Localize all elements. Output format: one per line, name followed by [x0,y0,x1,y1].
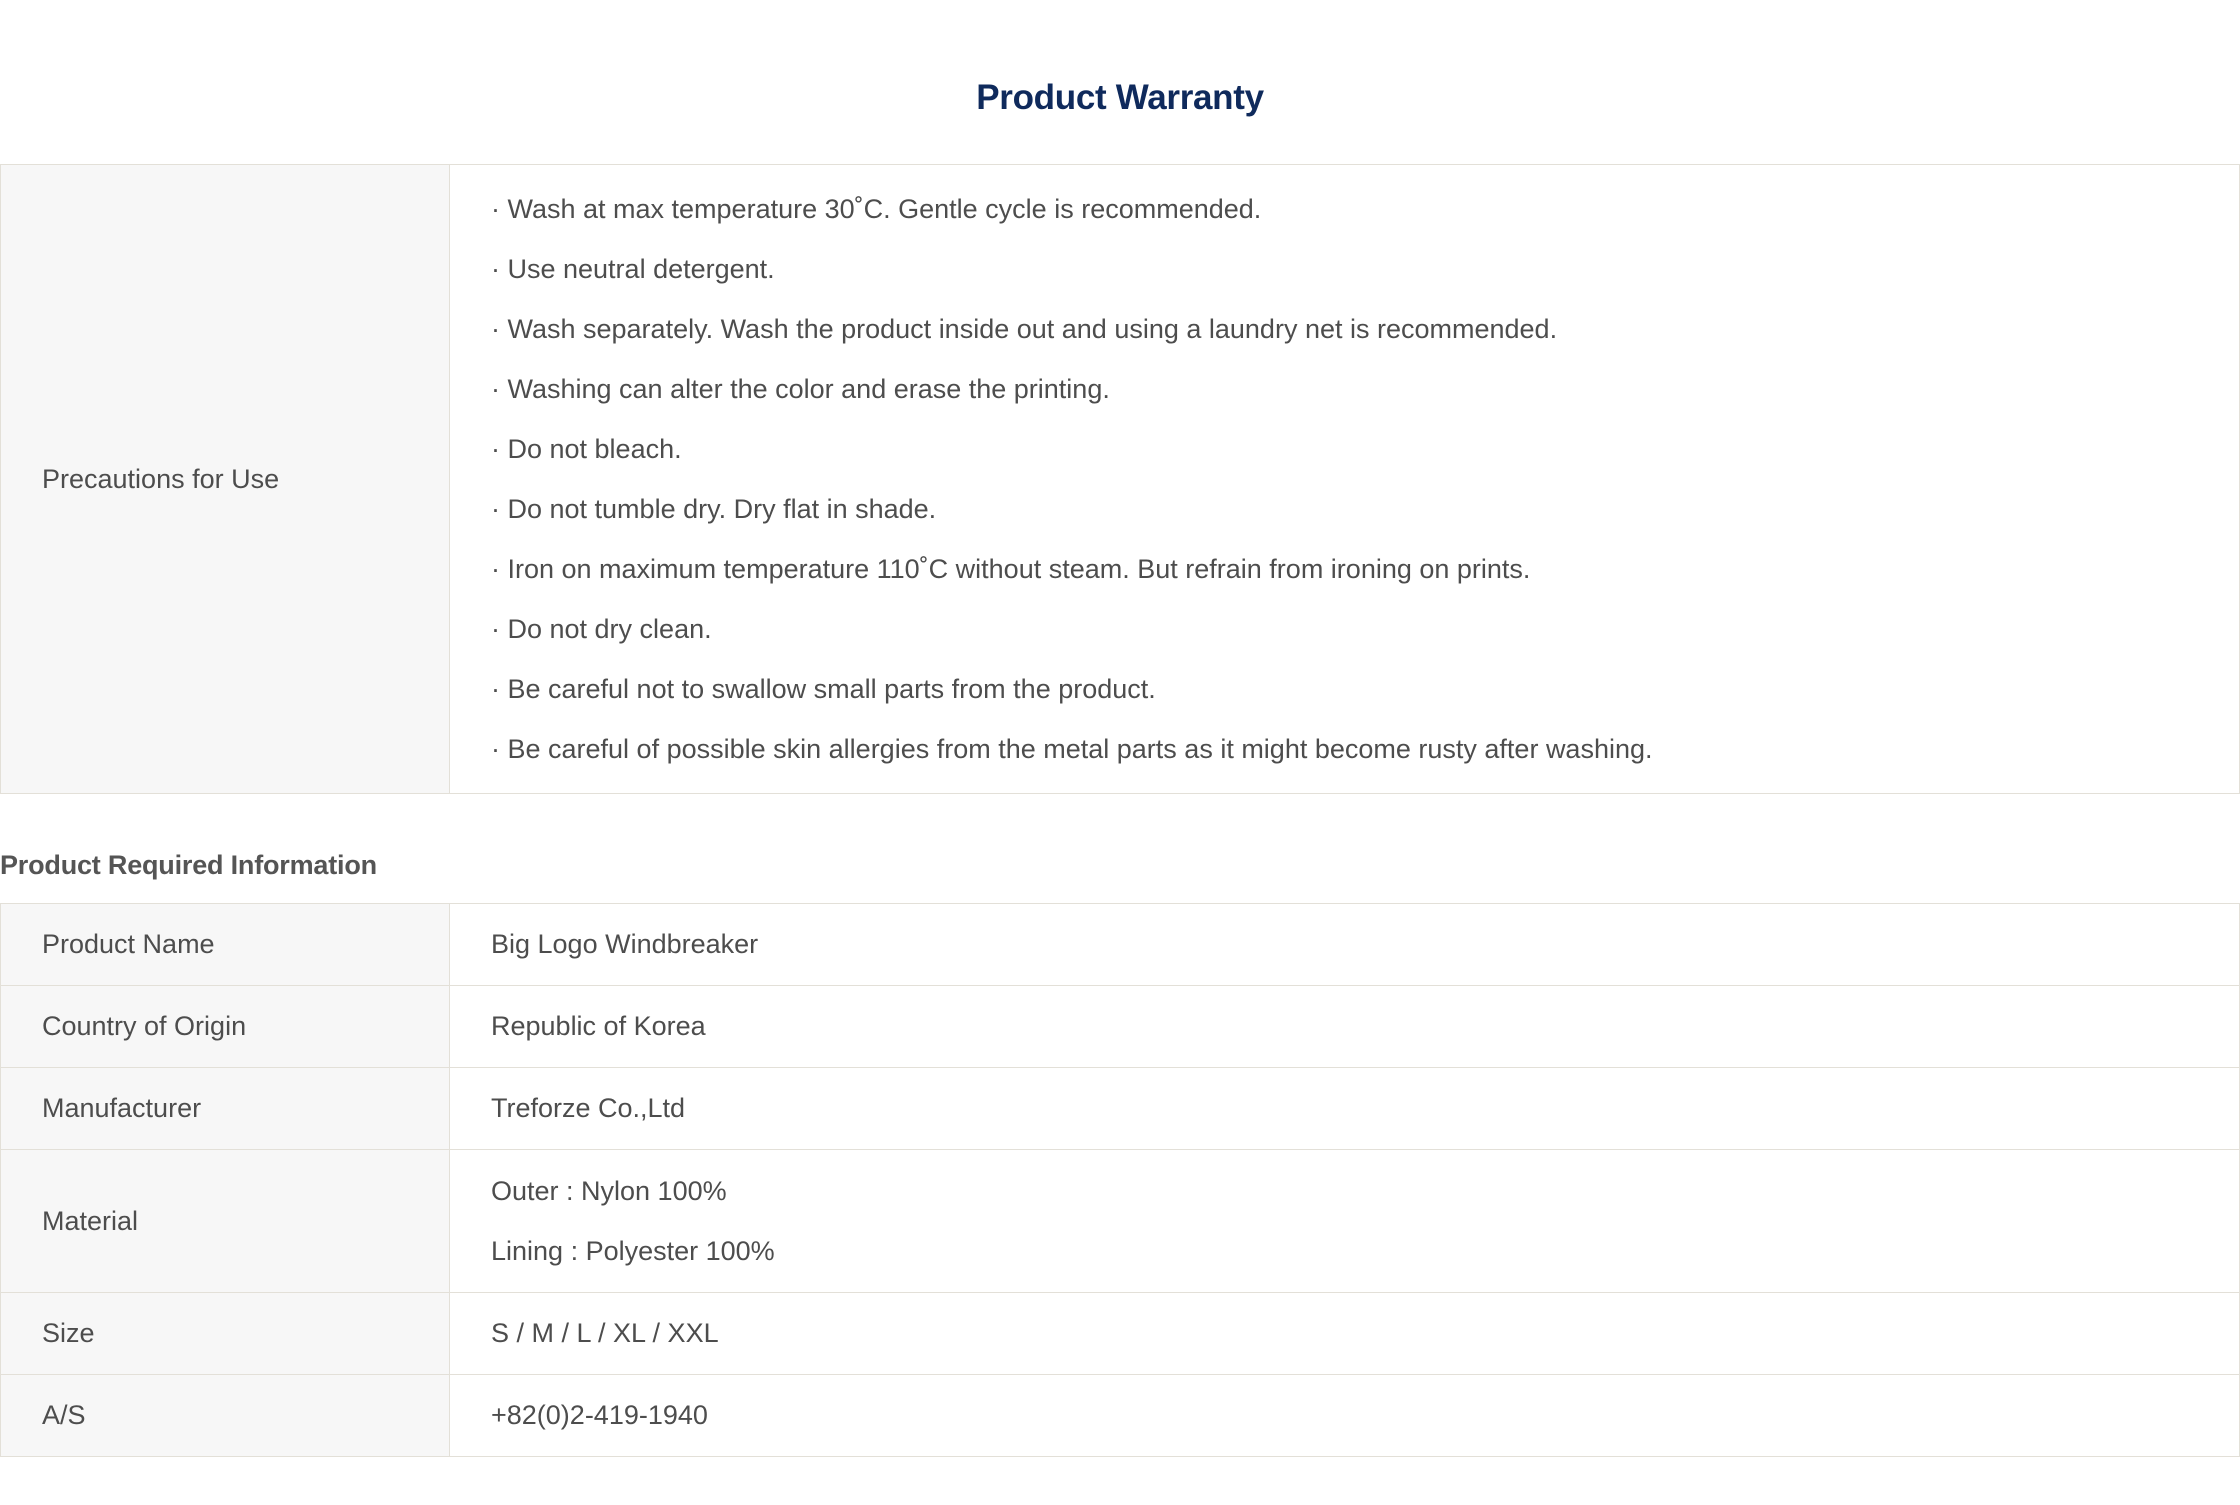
precaution-item: · Use neutral detergent. [491,254,775,284]
precaution-item: · Wash at max temperature 30˚C. Gentle cycle is recommended. [491,194,1262,224]
required-info-title: Product Required Information [0,850,377,880]
as-value: +82(0)2-419-1940 [450,1375,2240,1457]
table-row [1,1068,2240,1150]
precaution-item: · Iron on maximum temperature 110˚C without steam. But refrain from ironing on prints. [491,554,1531,584]
precaution-item: · Be careful of possible skin allergies from the metal parts as it might become rusty after washing. [491,734,1653,764]
table-row [1,1150,2240,1293]
size-value: S / M / L / XL / XXL [450,1293,2240,1375]
material-lining: Lining : Polyester 100% [491,1236,775,1266]
material-label: Material [1,1150,450,1293]
product-name-label: Product Name [1,904,450,986]
table-row [1,986,2240,1068]
manufacturer-label: Manufacturer [1,1068,450,1150]
precautions-value [450,165,2240,794]
warranty-title: Product Warranty [976,78,1264,117]
precaution-item: · Do not dry clean. [491,614,712,644]
precautions-list [491,165,2219,793]
precaution-item: · Do not tumble dry. Dry flat in shade. [491,494,937,524]
precautions-table [0,164,2240,794]
country-value: Republic of Korea [450,986,2240,1068]
material-outer: Outer : Nylon 100% [491,1176,727,1206]
precaution-item: · Wash separately. Wash the product inside out and using a laundry net is recommended. [491,314,1558,344]
country-label: Country of Origin [1,986,450,1068]
table-row [1,1293,2240,1375]
manufacturer-value: Treforze Co.,Ltd [450,1068,2240,1150]
table-row [1,904,2240,986]
precautions-row [1,165,2240,794]
size-label: Size [1,1293,450,1375]
product-name-value: Big Logo Windbreaker [450,904,2240,986]
precaution-item: · Be careful not to swallow small parts from the product. [491,674,1156,704]
precaution-item: · Washing can alter the color and erase the printing. [491,374,1110,404]
precaution-item: · Do not bleach. [491,434,682,464]
material-value [450,1150,2240,1293]
table-row [1,1375,2240,1457]
required-info-table [0,903,2240,1457]
precautions-label: Precautions for Use [1,165,450,794]
as-label: A/S [1,1375,450,1457]
